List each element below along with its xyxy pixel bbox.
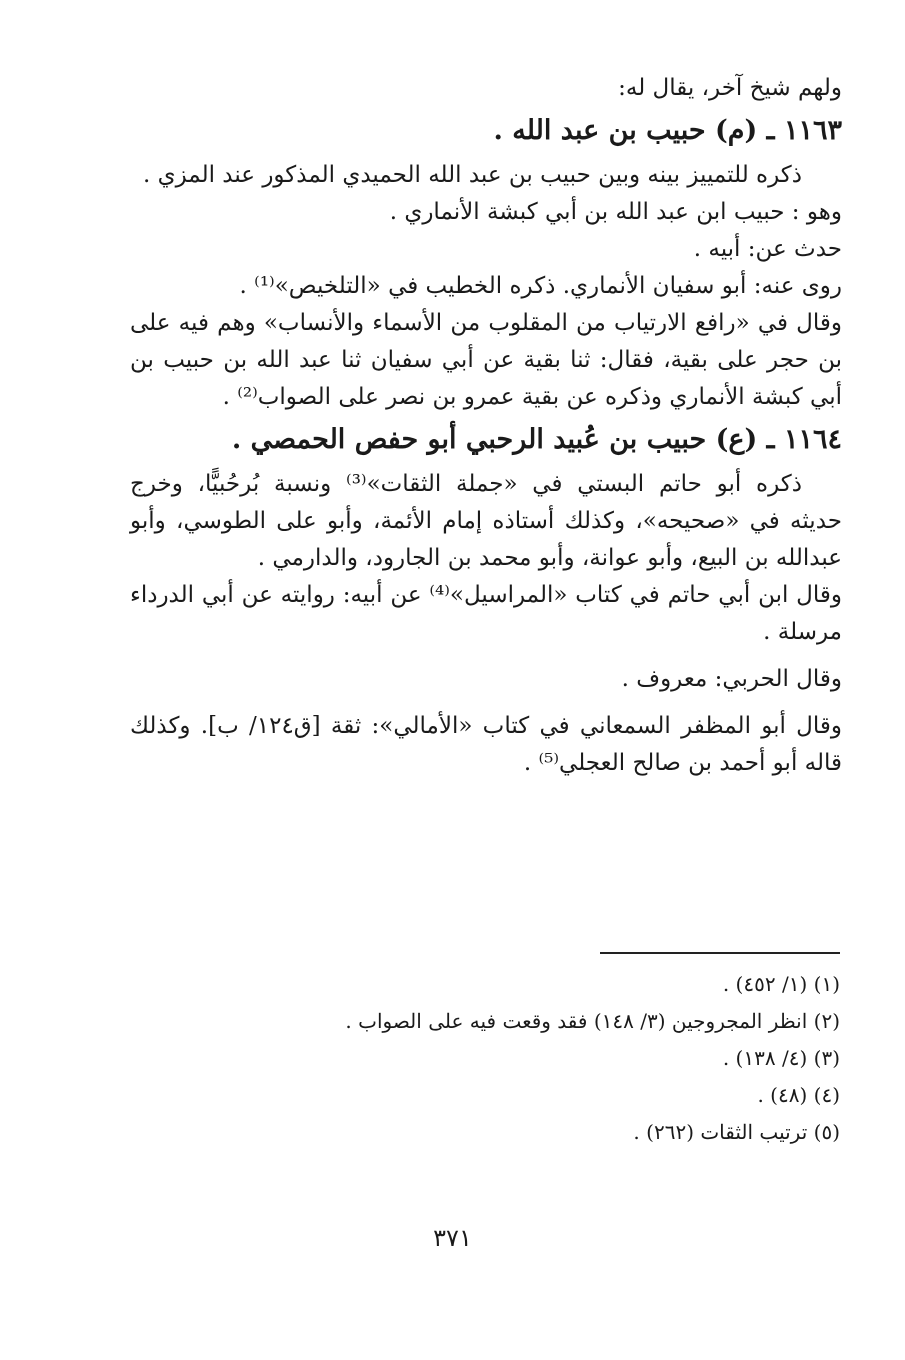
entry-1164-paragraph-1-line-1: ذكره أبو حاتم البستي في «جملة الثقات»⁽³⁾ ونسبة بُرحُبيًّا، وخرج — [130, 471, 802, 497]
entry-1164-paragraph-1-line-2: حديثه في «صحيحه»، وكذلك أستاذه إمام الأئمة، وأبو على الطوسي، وأبو — [130, 508, 842, 534]
entry-1163-paragraph-1: ذكره للتمييز بينه وبين حبيب بن عبد الله الحميدي المذكور عند المزي . — [142, 162, 802, 188]
footnotes — [300, 966, 840, 1151]
entry-1164-paragraph-4-line-1: وقال أبو المظفر السمعاني في كتاب «الأمالي»: ثقة [ق١٢٤/ ب]. وكذلك — [130, 713, 842, 739]
entry-1164-heading: ١١٦٤ ـ (ع) حبيب بن عُبيد الرحبي أبو حفص الحمصي . — [231, 424, 842, 455]
entry-1163-paragraph-3: حدث عن: أبيه . — [693, 236, 842, 262]
entry-1163-paragraph-2: وهو : حبيب ابن عبد الله بن أبي كبشة الأنماري . — [389, 199, 842, 225]
paragraph-gap — [130, 651, 842, 661]
paragraph-gap — [130, 698, 842, 708]
main-text — [130, 70, 842, 782]
entry-1164-paragraph-2-line-2: مرسلة . — [763, 619, 842, 645]
page-number: ٣٧١ — [433, 1224, 472, 1252]
footnote-divider — [600, 952, 840, 954]
entry-1163-paragraph-4: روى عنه: أبو سفيان الأنماري. ذكره الخطيب في «التلخيص»⁽¹⁾ . — [239, 273, 842, 299]
entry-1163-paragraph-5-line-2: بن حجر على بقية، فقال: ثنا بقية عن أبي سفيان ثنا عبد الله بن حبيب بن — [130, 347, 842, 373]
intro-line: ولهم شيخ آخر، يقال له: — [618, 75, 842, 101]
footnote-3: (٣) (٤/ ١٣٨) . — [722, 1046, 840, 1070]
entry-1164-paragraph-2-line-1: وقال ابن أبي حاتم في كتاب «المراسيل»⁽⁴⁾ عن أبيه: روايته عن أبي الدرداء — [130, 582, 842, 608]
entry-1163-paragraph-5-line-3: أبي كبشة الأنماري وذكره عن بقية عمرو بن نصر على الصواب⁽²⁾ . — [222, 384, 842, 410]
entry-1164-paragraph-3: وقال الحربي: معروف . — [621, 666, 842, 692]
entry-1164-paragraph-4-line-2: قاله أبو أحمد بن صالح العجلي⁽⁵⁾ . — [523, 750, 842, 776]
entry-1164-paragraph-1-line-3: عبدالله بن البيع، وأبو عوانة، وأبو محمد بن الجارود، والدارمي . — [257, 545, 842, 571]
footnote-1: (١) (١/ ٤٥٢) . — [722, 972, 840, 996]
footnote-2: (٢) انظر المجروجين (٣/ ١٤٨) فقد وقعت فيه على الصواب . — [345, 1009, 840, 1033]
entry-1163-heading: ١١٦٣ ـ (م) حبيب بن عبد الله . — [493, 115, 842, 146]
entry-1163-paragraph-5-line-1: وقال في «رافع الارتياب من المقلوب من الأسماء والأنساب» وهم فيه على — [130, 310, 842, 336]
footnote-4: (٤) (٤٨) . — [757, 1083, 840, 1107]
footnote-5: (٥) ترتيب الثقات (٢٦٢) . — [633, 1120, 840, 1144]
